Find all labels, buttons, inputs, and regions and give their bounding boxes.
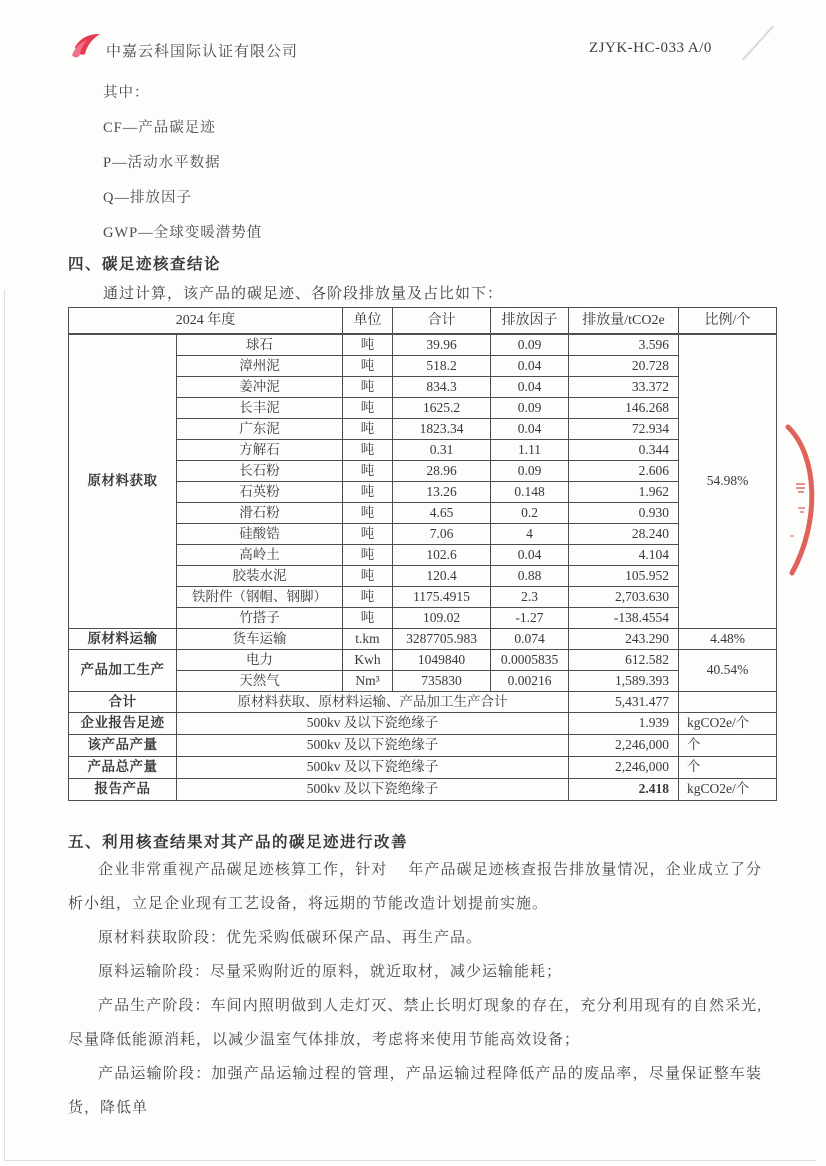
material-total: 7.06 — [393, 524, 491, 545]
production-unit: Kwh — [343, 650, 393, 671]
material-name: 高岭土 — [177, 545, 343, 566]
material-unit: 吨 — [343, 440, 393, 461]
material-total: 39.96 — [393, 334, 491, 356]
material-name: 滑石粉 — [177, 503, 343, 524]
group-production-label: 产品加工生产 — [69, 650, 177, 692]
production-row — [69, 650, 777, 671]
table-row — [69, 334, 777, 356]
material-unit: 吨 — [343, 334, 393, 356]
transport-total: 3287705.983 — [393, 629, 491, 650]
material-emission: 0.344 — [569, 440, 679, 461]
summary-desc: 500kv 及以下瓷绝缘子 — [177, 713, 569, 735]
material-total: 28.96 — [393, 461, 491, 482]
header-year: 2024 年度 — [69, 308, 343, 335]
section4-intro: 通过计算，该产品的碳足迹、各阶段排放量及占比如下： — [103, 286, 504, 302]
scan-edge-left — [4, 290, 5, 1162]
material-unit: 吨 — [343, 608, 393, 629]
header-unit: 单位 — [343, 308, 393, 335]
material-unit: 吨 — [343, 461, 393, 482]
transport-row — [69, 629, 777, 650]
production-name: 天然气 — [177, 671, 343, 692]
material-emission: 3.596 — [569, 334, 679, 356]
transport-unit: t.km — [343, 629, 393, 650]
material-factor: 0.04 — [491, 356, 569, 377]
table-header-row — [69, 308, 777, 335]
material-total: 102.6 — [393, 545, 491, 566]
material-emission: 72.934 — [569, 419, 679, 440]
material-factor: 0.04 — [491, 419, 569, 440]
paragraph: 产品运输阶段：加强产品运输过程的管理，产品运输过程降低产品的废品率，尽量保证整车装货，降低单 — [68, 1066, 762, 1116]
paragraph: 原料运输阶段：尽量采购附近的原料，就近取材，减少运输能耗； — [98, 964, 563, 980]
material-name: 石英粉 — [177, 482, 343, 503]
header-factor: 排放因子 — [491, 308, 569, 335]
summary-unit: kgCO2e/个 — [679, 779, 777, 801]
production-name: 电力 — [177, 650, 343, 671]
material-name: 长丰泥 — [177, 398, 343, 419]
material-emission: 4.104 — [569, 545, 679, 566]
section4-heading: 四、碳足迹核查结论 — [68, 256, 222, 273]
material-total: 518.2 — [393, 356, 491, 377]
material-name: 漳州泥 — [177, 356, 343, 377]
material-unit: 吨 — [343, 545, 393, 566]
header-emission: 排放量/tCO2e — [569, 308, 679, 335]
definition-gwp: GWP—全球变暖潜势值 — [103, 225, 263, 241]
material-factor: 4 — [491, 524, 569, 545]
material-unit: 吨 — [343, 356, 393, 377]
material-unit: 吨 — [343, 398, 393, 419]
summary-desc: 500kv 及以下瓷绝缘子 — [177, 757, 569, 779]
total-ratio-empty — [679, 692, 777, 713]
material-emission: 2,703.630 — [569, 587, 679, 608]
material-name: 胶装水泥 — [177, 566, 343, 587]
total-label: 合计 — [69, 692, 177, 713]
summary-label: 企业报告足迹 — [69, 713, 177, 735]
material-name: 姜冲泥 — [177, 377, 343, 398]
material-emission: 0.930 — [569, 503, 679, 524]
production-emission: 1,589.393 — [569, 671, 679, 692]
material-total: 1175.4915 — [393, 587, 491, 608]
material-emission: 20.728 — [569, 356, 679, 377]
material-total: 4.65 — [393, 503, 491, 524]
summary-unit: 个 — [679, 757, 777, 779]
summary-desc: 500kv 及以下瓷绝缘子 — [177, 735, 569, 757]
material-name: 广东泥 — [177, 419, 343, 440]
pencil-mark — [742, 25, 774, 61]
material-total: 0.31 — [393, 440, 491, 461]
material-factor: 0.09 — [491, 398, 569, 419]
definition-q: Q—排放因子 — [103, 190, 192, 206]
material-factor: 0.88 — [491, 566, 569, 587]
group-production-ratio: 40.54% — [679, 650, 777, 692]
group-raw-material-label: 原材料获取 — [69, 334, 177, 629]
material-unit: 吨 — [343, 566, 393, 587]
material-emission: 146.268 — [569, 398, 679, 419]
material-unit: 吨 — [343, 482, 393, 503]
material-factor: 0.09 — [491, 334, 569, 356]
group-transport-label: 原材料运输 — [69, 629, 177, 650]
section5-heading: 五、利用核查结果对其产品的碳足迹进行改善 — [68, 834, 409, 851]
material-unit: 吨 — [343, 524, 393, 545]
definition-cf: CF—产品碳足迹 — [103, 120, 216, 136]
material-unit: 吨 — [343, 377, 393, 398]
summary-desc: 500kv 及以下瓷绝缘子 — [177, 779, 569, 801]
production-unit: Nm³ — [343, 671, 393, 692]
material-factor: 1.11 — [491, 440, 569, 461]
material-factor: 0.09 — [491, 461, 569, 482]
material-emission: 105.952 — [569, 566, 679, 587]
summary-row — [69, 779, 777, 801]
red-seal-stamp-icon — [782, 424, 826, 576]
header-ratio: 比例/个 — [679, 308, 777, 335]
material-emission: 2.606 — [569, 461, 679, 482]
production-total: 735830 — [393, 671, 491, 692]
transport-ratio: 4.48% — [679, 629, 777, 650]
material-total: 120.4 — [393, 566, 491, 587]
transport-factor: 0.074 — [491, 629, 569, 650]
carbon-footprint-table — [68, 307, 777, 801]
header-total: 合计 — [393, 308, 491, 335]
total-emission: 5,431.477 — [569, 692, 679, 713]
summary-value: 2.418 — [569, 779, 679, 801]
material-total: 1625.2 — [393, 398, 491, 419]
summary-row — [69, 713, 777, 735]
summary-label: 该产品产量 — [69, 735, 177, 757]
material-factor: 2.3 — [491, 587, 569, 608]
production-factor: 0.00216 — [491, 671, 569, 692]
scan-edge-bottom — [4, 1160, 816, 1161]
paragraph: 产品生产阶段：车间内照明做到人走灯灭、禁止长明灯现象的存在，充分利用现有的自然采光,尽量降低能源消耗，以减少温室气体排放，考虑将来使用节能高效设备； — [68, 998, 762, 1048]
production-factor: 0.0005835 — [491, 650, 569, 671]
material-unit: 吨 — [343, 503, 393, 524]
paragraph: 企业非常重视产品碳足迹核算工作，针对 年产品碳足迹核查报告排放量情况，企业成立了分析小组，立足企业现有工艺设备，将远期的节能改造计划提前实施。 — [68, 862, 762, 912]
summary-unit: 个 — [679, 735, 777, 757]
material-factor: 0.2 — [491, 503, 569, 524]
summary-row — [69, 735, 777, 757]
definition-p: P—活动水平数据 — [103, 155, 221, 171]
material-factor: 0.148 — [491, 482, 569, 503]
material-name: 铁附件（钢帽、钢脚） — [177, 587, 343, 608]
material-total: 109.02 — [393, 608, 491, 629]
material-name: 硅酸锆 — [177, 524, 343, 545]
material-total: 1823.34 — [393, 419, 491, 440]
carbon-footprint-table-wrap — [68, 307, 777, 801]
definitions-intro: 其中： — [103, 85, 150, 101]
material-emission: 28.240 — [569, 524, 679, 545]
section5-body — [68, 853, 762, 1125]
material-name: 长石粉 — [177, 461, 343, 482]
production-emission: 612.582 — [569, 650, 679, 671]
material-emission: 1.962 — [569, 482, 679, 503]
group-raw-material-ratio: 54.98% — [679, 334, 777, 629]
material-name: 竹搭子 — [177, 608, 343, 629]
material-total: 834.3 — [393, 377, 491, 398]
material-emission: 33.372 — [569, 377, 679, 398]
company-logo-icon — [70, 32, 102, 60]
material-factor: 0.04 — [491, 545, 569, 566]
material-factor: 0.04 — [491, 377, 569, 398]
transport-emission: 243.290 — [569, 629, 679, 650]
material-factor: -1.27 — [491, 608, 569, 629]
summary-value: 1.939 — [569, 713, 679, 735]
definitions-block — [103, 76, 262, 251]
summary-unit: kgCO2e/个 — [679, 713, 777, 735]
transport-name: 货车运输 — [177, 629, 343, 650]
material-unit: 吨 — [343, 587, 393, 608]
summary-label: 报告产品 — [69, 779, 177, 801]
summary-value: 2,246,000 — [569, 735, 679, 757]
paragraph: 原材料获取阶段：优先采购低碳环保产品、再生产品。 — [98, 930, 483, 946]
summary-row — [69, 757, 777, 779]
total-row — [69, 692, 777, 713]
material-name: 球石 — [177, 334, 343, 356]
total-desc: 原材料获取、原材料运输、产品加工生产合计 — [177, 692, 569, 713]
summary-value: 2,246,000 — [569, 757, 679, 779]
summary-label: 产品总产量 — [69, 757, 177, 779]
material-name: 方解石 — [177, 440, 343, 461]
material-unit: 吨 — [343, 419, 393, 440]
material-total: 13.26 — [393, 482, 491, 503]
doc-code: ZJYK-HC-033 A/0 — [589, 40, 712, 56]
production-total: 1049840 — [393, 650, 491, 671]
material-emission: -138.4554 — [569, 608, 679, 629]
company-name: 中嘉云科国际认证有限公司 — [106, 44, 299, 60]
